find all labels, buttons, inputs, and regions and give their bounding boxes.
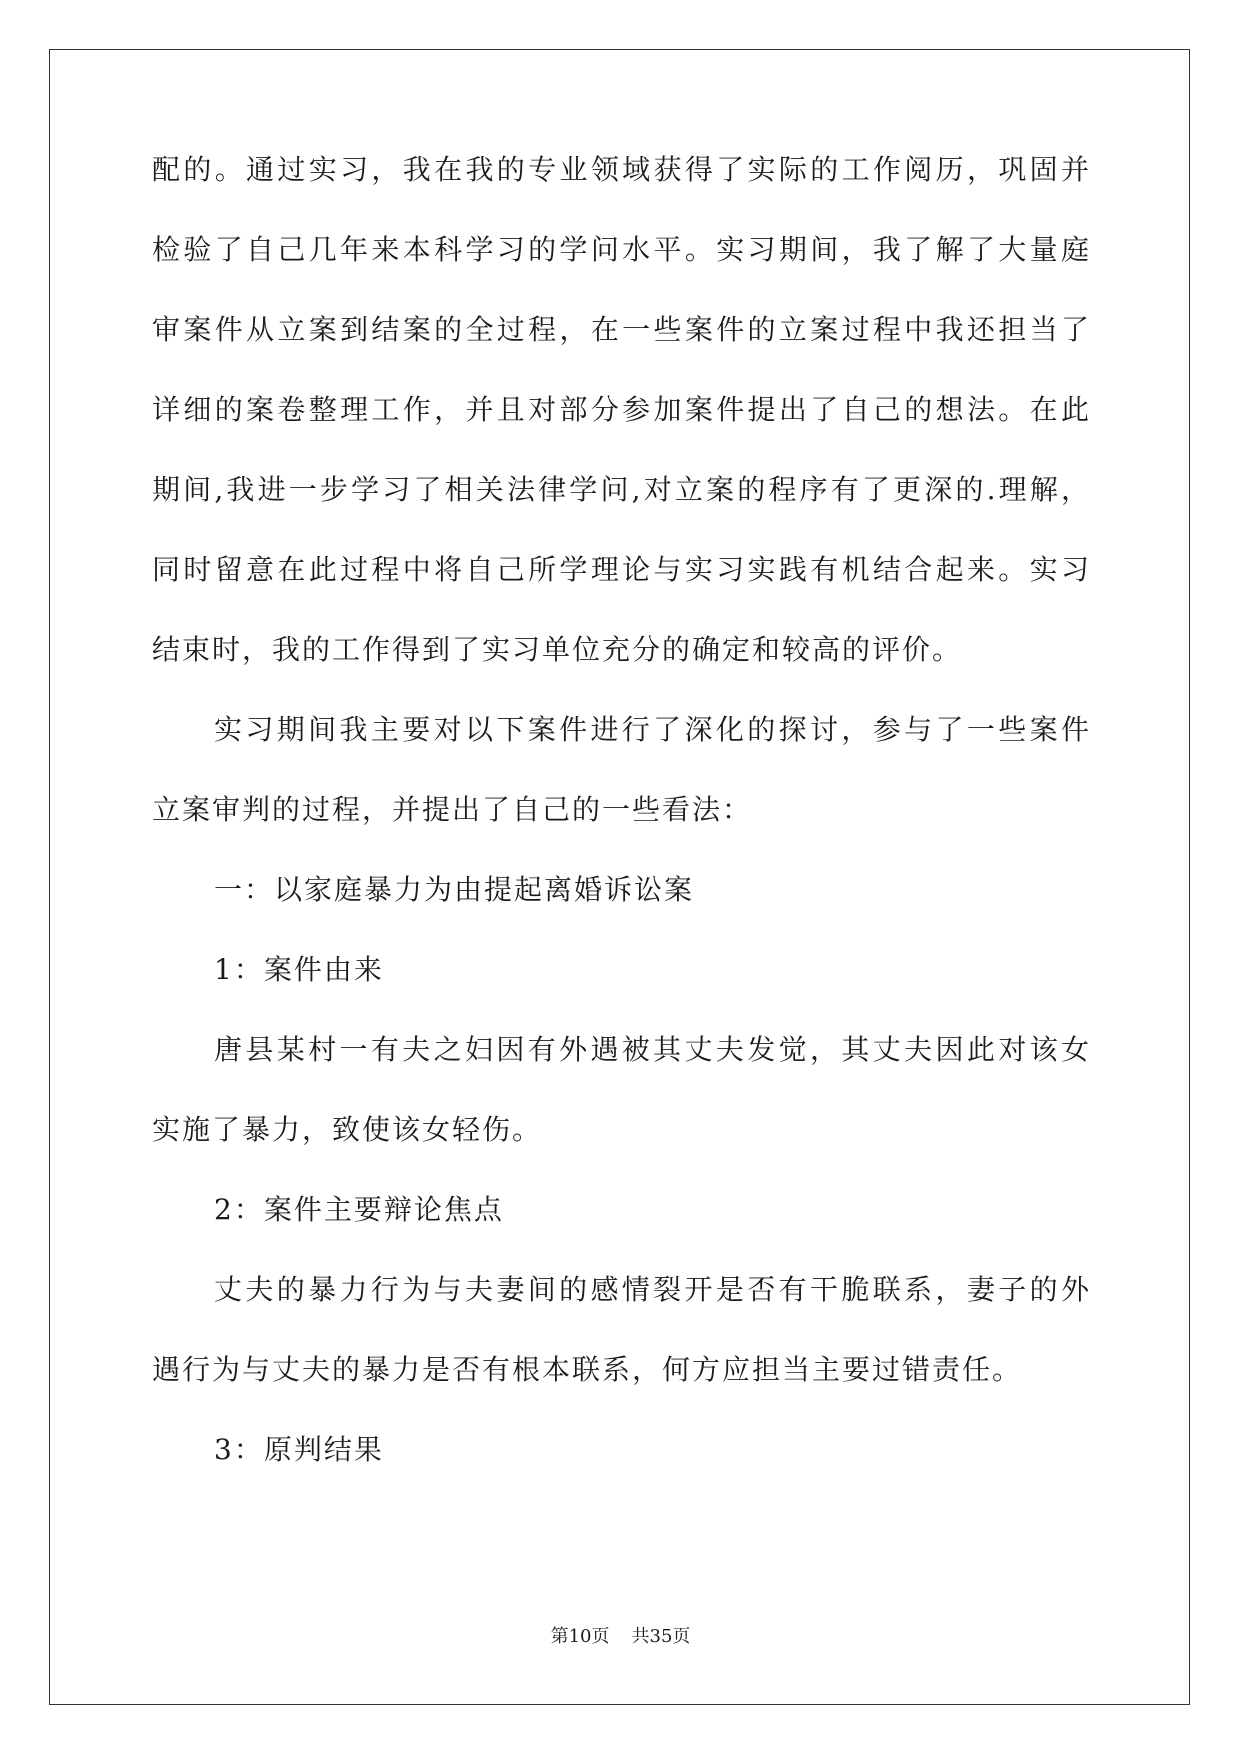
subsection-heading: 1：案件由来	[214, 953, 384, 986]
page-number: 第10页	[550, 1626, 610, 1647]
paragraph-line: 审案件从立案到结案的全过程，在一些案件的立案过程中我还担当了	[152, 313, 1089, 346]
paragraph-line: 详细的案卷整理工作，并且对部分参加案件提出了自己的想法。在此	[152, 393, 1089, 426]
paragraph-line: 同时留意在此过程中将自己所学理论与实习实践有机结合起来。实习	[152, 553, 1089, 586]
page-total: 共35页	[631, 1626, 691, 1647]
section-heading: 一：以家庭暴力为由提起离婚诉讼案	[214, 873, 695, 906]
paragraph-line: 立案审判的过程，并提出了自己的一些看法：	[152, 793, 753, 826]
paragraph-line: 检验了自己几年来本科学习的学问水平。实习期间，我了解了大量庭	[152, 233, 1089, 266]
paragraph-line: 结束时，我的工作得到了实习单位充分的确定和较高的评价。	[152, 633, 963, 666]
paragraph-line: 实施了暴力，致使该女轻伤。	[152, 1113, 543, 1146]
page-footer	[0, 1625, 1241, 1649]
paragraph-line: 丈夫的暴力行为与夫妻间的感情裂开是否有干脆联系，妻子的外	[214, 1273, 1089, 1306]
subsection-heading: 3：原判结果	[214, 1433, 384, 1466]
paragraph-line: 实习期间我主要对以下案件进行了深化的探讨，参与了一些案件	[214, 713, 1089, 746]
paragraph-line: 配的。通过实习，我在我的专业领域获得了实际的工作阅历，巩固并	[152, 153, 1089, 186]
subsection-heading: 2：案件主要辩论焦点	[214, 1193, 504, 1226]
paragraph-line: 期间,我进一步学习了相关法律学问,对立案的程序有了更深的.理解，	[152, 473, 1089, 506]
paragraph-line: 唐县某村一有夫之妇因有外遇被其丈夫发觉，其丈夫因此对该女	[214, 1033, 1089, 1066]
paragraph-line: 遇行为与丈夫的暴力是否有根本联系，何方应担当主要过错责任。	[152, 1353, 1023, 1386]
